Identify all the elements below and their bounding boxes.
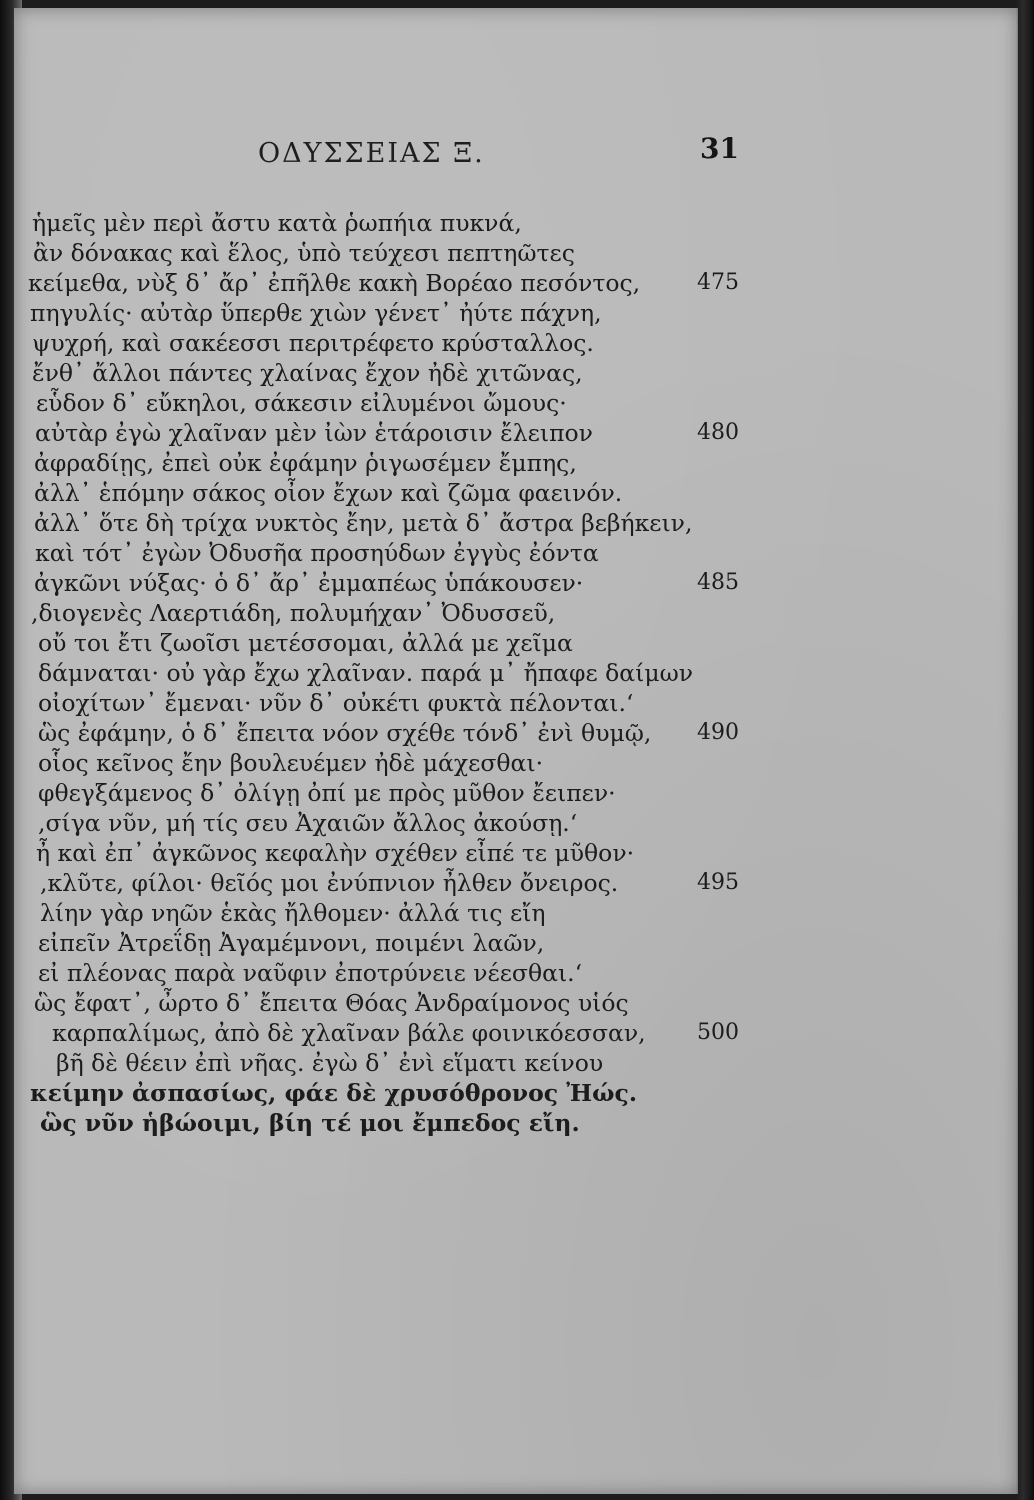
verse-line: ἡμεῖς μὲν περὶ ἄστυ κατὰ ῥωπήια πυκνά, xyxy=(32,209,522,237)
verse-line: καρπαλίμως, ἀπὸ δὲ χλαῖναν βάλε φοινικόεσσαν, xyxy=(52,1019,646,1047)
line-number: 500 xyxy=(697,1020,739,1045)
verse-line: ἦ καὶ ἐπ᾽ ἀγκῶνος κεφαλὴν σχέθεν εἶπέ τε μῦθον· xyxy=(36,839,635,867)
verse-line: εὗδον δ᾽ εὔκηλοι, σάκεσιν εἰλυμένοι ὤμους· xyxy=(36,389,567,417)
line-number: 495 xyxy=(697,870,739,895)
verse-line: εἰπεῖν Ἀτρεΐδῃ Ἀγαμέμνονι, ποιμένι λαῶν, xyxy=(38,929,545,957)
verse-line: οἰοχίτων᾽ ἔμεναι· νῦν δ᾽ οὐκέτι φυκτὰ πέλονται.‘ xyxy=(38,689,634,717)
verse-line: ἔνθ᾽ ἄλλοι πάντες χλαίνας ἔχον ἠδὲ χιτῶνας, xyxy=(32,359,583,387)
verse-line: φθεγξάμενος δ᾽ ὀλίγῃ ὀπί με πρὸς μῦθον ἔειπεν· xyxy=(38,779,616,807)
line-number: 485 xyxy=(697,570,739,595)
verse-line: κείμεθα, νὺξ δ᾽ ἄρ᾽ ἐπῆλθε κακὴ Βορέαο πεσόντος, xyxy=(28,269,641,297)
verse-line: ,διογενὲς Λαερτιάδη, πολυμήχαν᾽ Ὀδυσσεῦ, xyxy=(31,599,556,627)
line-number: 475 xyxy=(697,270,739,295)
running-head: ΟΔΥΣΣΕΙΑΣ Ξ. xyxy=(258,138,485,169)
verse-line: δάμναται· οὐ γὰρ ἔχω χλαῖναν. παρά μ᾽ ἤπαφε δαίμων xyxy=(38,659,694,687)
verse-line: ὣς ἔφατ᾽, ὦρτο δ᾽ ἔπειτα Θόας Ἀνδραίμονος υἱός xyxy=(34,989,629,1017)
verse-line: κείμην ἀσπασίως, φάε δὲ χρυσόθρονος Ἠώς. xyxy=(30,1079,637,1107)
line-number: 480 xyxy=(697,420,739,445)
verse-line: ἀλλ᾽ ἑπόμην σάκος οἶον ἔχων καὶ ζῶμα φαεινόν. xyxy=(34,479,623,507)
verse-line: οἷος κεῖνος ἔην βουλευέμεν ἠδὲ μάχεσθαι· xyxy=(38,749,544,777)
verse-line: λίην γὰρ νηῶν ἑκὰς ἤλθομεν· ἀλλά τις εἴη xyxy=(40,899,546,927)
verse-line: αὐτὰρ ἐγὼ χλαῖναν μὲν ἰὼν ἑτάροισιν ἔλειπον xyxy=(35,419,593,447)
verse-line: εἰ πλέονας παρὰ ναῦφιν ἐποτρύνειε νέεσθαι.‘ xyxy=(38,959,583,987)
verse-line: οὔ τοι ἔτι ζωοῖσι μετέσσομαι, ἀλλά με χεῖμα xyxy=(38,629,573,657)
verse-line: ὣς νῦν ἡβώοιμι, βίη τέ μοι ἔμπεδος εἴη. xyxy=(40,1109,580,1137)
verse-line: ἂν δόνακας καὶ ἕλος, ὑπὸ τεύχεσι πεπτηῶτες xyxy=(33,239,575,267)
verse-line: ,σίγα νῦν, μή τίς σευ Ἀχαιῶν ἄλλος ἀκούσῃ.‘ xyxy=(38,809,578,837)
verse-line: ἀλλ᾽ ὅτε δὴ τρίχα νυκτὸς ἔην, μετὰ δ᾽ ἄστρα βεβήκειν, xyxy=(34,509,693,537)
page-number: 31 xyxy=(700,132,739,165)
verse-line: βῆ δὲ θέειν ἐπὶ νῆας. ἐγὼ δ᾽ ἐνὶ εἵματι κείνου xyxy=(56,1049,604,1077)
verse-line: καὶ τότ᾽ ἐγὼν Ὀδυσῆα προσηύδων ἐγγὺς ἐόντα xyxy=(35,539,599,567)
verse-line: ψυχρή, καὶ σακέεσσι περιτρέφετο κρύσταλλος. xyxy=(32,329,594,357)
verse-line: ὣς ἐφάμην, ὁ δ᾽ ἔπειτα νόον σχέθε τόνδ᾽ ἐνὶ θυμῷ, xyxy=(38,719,652,747)
verse-line: πηγυλίς· αὐτὰρ ὕπερθε χιὼν γένετ᾽ ἠύτε πάχνη, xyxy=(30,299,602,327)
verse-line: ἀφραδίῃς, ἐπεὶ οὐκ ἐφάμην ῥιγωσέμεν ἔμπης, xyxy=(34,449,577,477)
verse-line: ἀγκῶνι νύξας· ὁ δ᾽ ἄρ᾽ ἐμμαπέως ὑπάκουσεν· xyxy=(34,569,584,597)
line-number: 490 xyxy=(697,720,739,745)
verse-line: ,κλῦτε, φίλοι· θεῖός μοι ἐνύπνιον ἦλθεν ὄνειρος. xyxy=(40,869,619,897)
